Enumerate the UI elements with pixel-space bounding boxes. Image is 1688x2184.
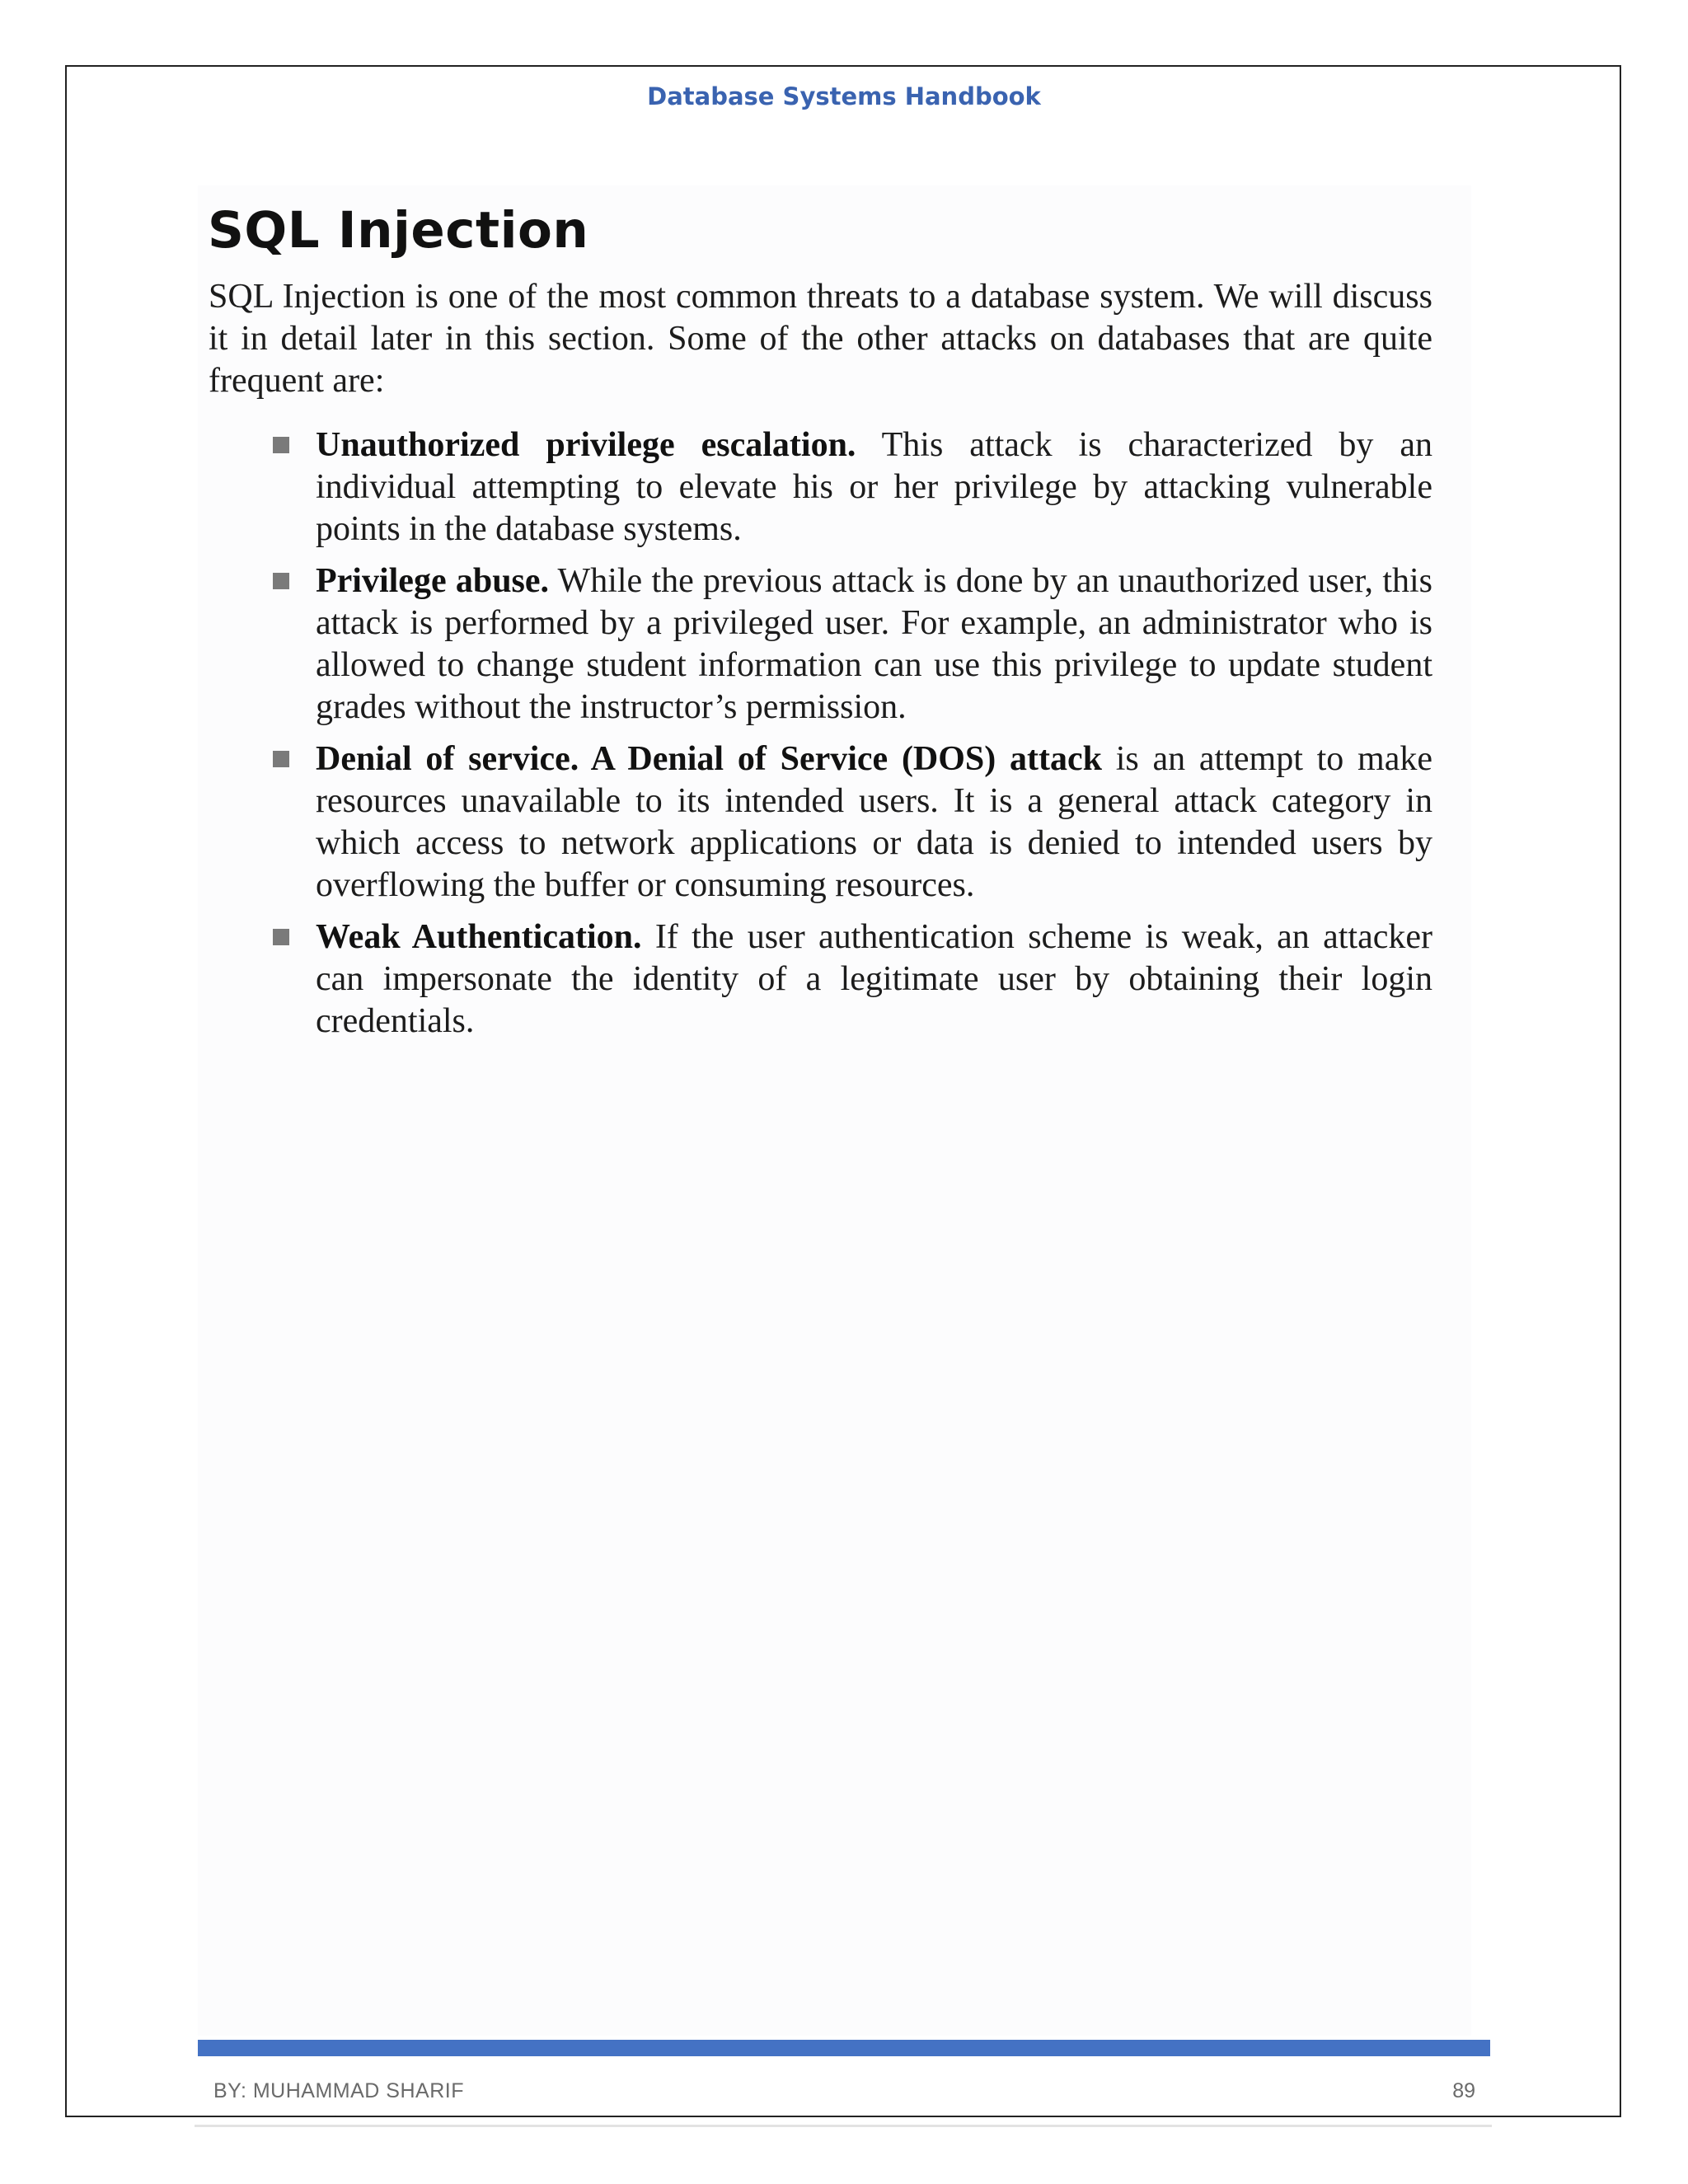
footer-rule (198, 2040, 1490, 2056)
square-bullet-icon (273, 929, 289, 945)
list-item-term: Denial of service. A Denial of Service (DOS) attack (316, 740, 1102, 778)
page-number: 89 (1452, 2079, 1475, 2102)
section-title: SQL Injection (208, 201, 589, 260)
list-item (209, 738, 1432, 907)
footer-author: BY: MUHAMMAD SHARIF (213, 2079, 464, 2102)
list-item-text: If the user authentication scheme is weak, an attacker can impersonate the identity of a legitimate user by obtaining their login credentials. (316, 918, 1432, 1040)
running-header: Database Systems Handbook (647, 82, 1041, 110)
list-item (209, 424, 1432, 551)
square-bullet-icon (273, 573, 289, 589)
list-item-term: Privilege abuse. (316, 562, 550, 600)
list-item-text: While the previous attack is done by an unauthorized user, this attack is performed by a privileged user. For example, an administrator who is allowed to change student information can use this privilege to update student grades without the instructor’s permission. (316, 562, 1432, 726)
list-item-text: is an attempt to make resources unavailable to its intended users. It is a general attack category in which access to network applications or data is denied to intended users by overflowing the buffer or consuming resources. (316, 740, 1432, 904)
square-bullet-icon (273, 751, 289, 767)
list-item-text: This attack is characterized by an individual attempting to elevate his or her privilege by attacking vulnerable points in the database systems. (316, 426, 1432, 548)
list-item-term: Unauthorized privilege escalation. (316, 426, 856, 464)
attack-list (209, 424, 1432, 1052)
page-bottom-edge (195, 2125, 1492, 2127)
intro-paragraph: SQL Injection is one of the most common threats to a database system. We will discuss it in detail later in this section. Some of the other attacks on databases that are quite frequent are: (209, 278, 1432, 400)
list-item-term: Weak Authentication. (316, 918, 642, 956)
list-item (209, 560, 1432, 729)
list-item (209, 916, 1432, 1043)
square-bullet-icon (273, 437, 289, 453)
